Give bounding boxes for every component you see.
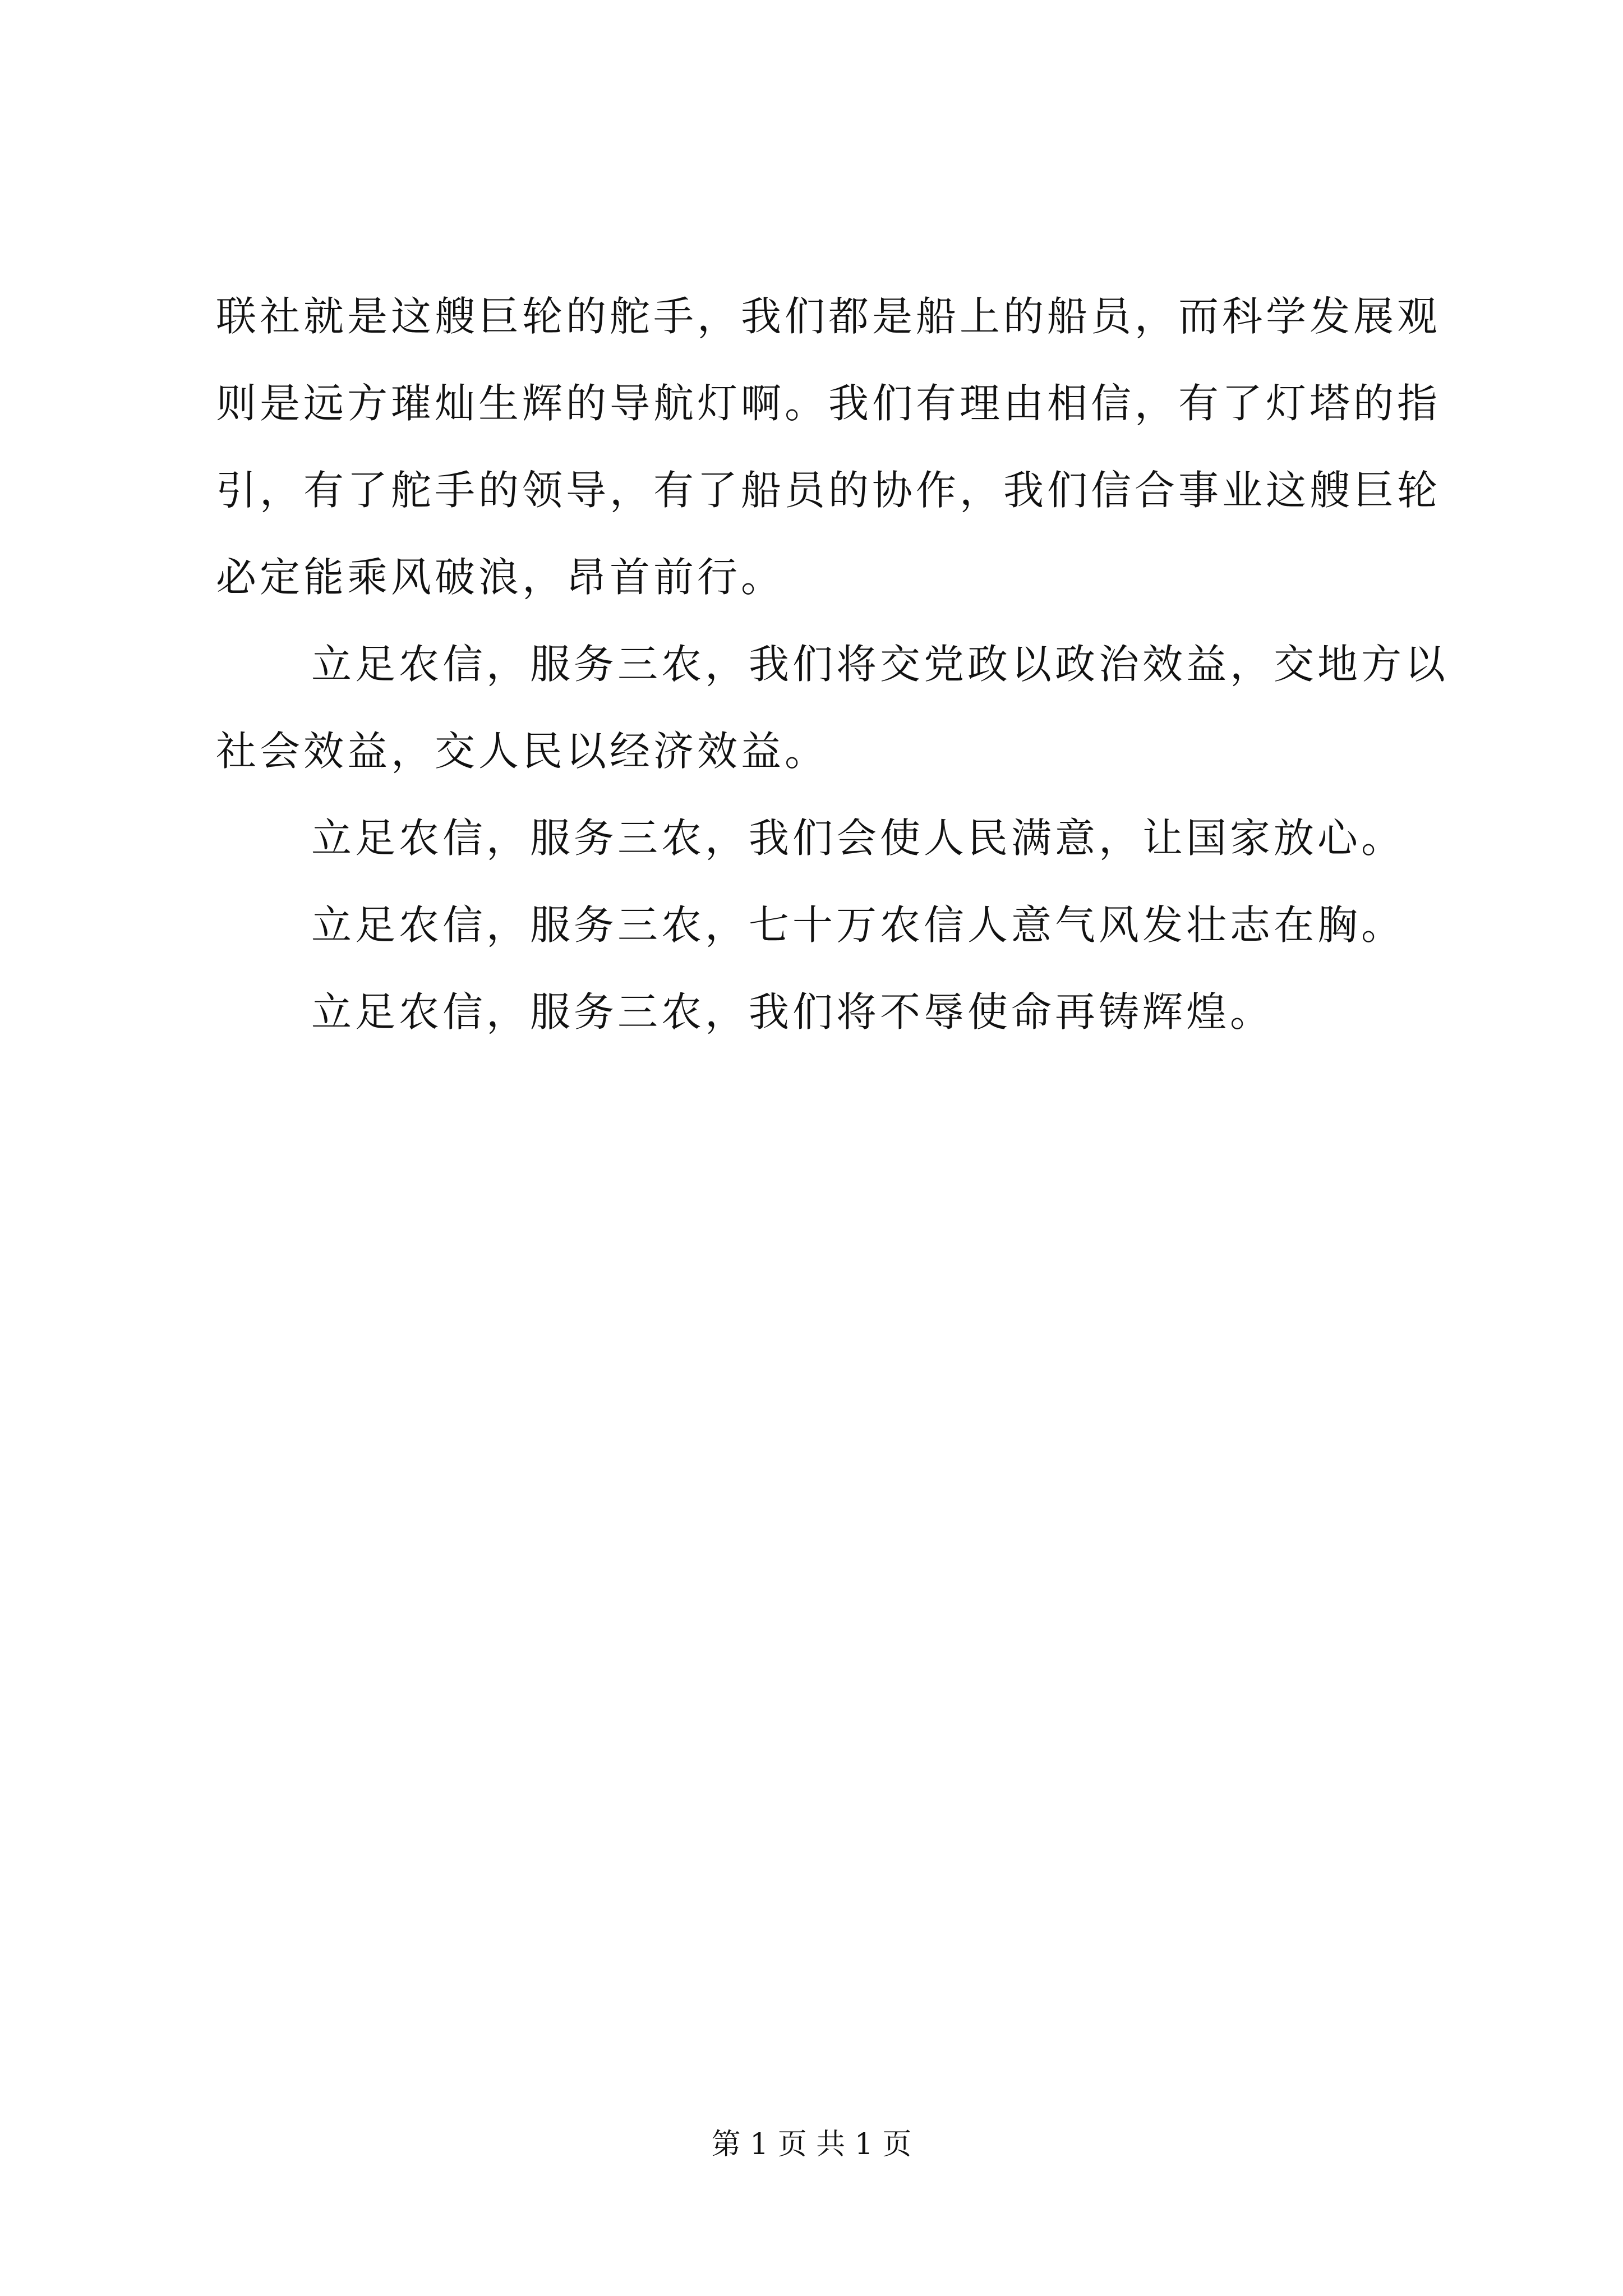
text-line: 立足农信，服务三农，我们将不辱使命再铸辉煌。 — [311, 988, 1274, 1036]
text-line: 立足农信，服务三农，七十万农信人意气风发壮志在胸。 — [311, 901, 1405, 949]
text-line: 社会效益，交人民以经济效益。 — [216, 728, 829, 775]
text-line: 必定能乘风破浪，昂首前行。 — [216, 554, 785, 601]
text-line: 立足农信，服务三农，我们将交党政以政治效益，交地方以 — [311, 641, 1449, 688]
text-line: 引，有了舵手的领导，有了船员的协作，我们信合事业这艘巨轮 — [216, 467, 1441, 514]
page-number-footer: 第 1 页 共 1 页 — [711, 2128, 912, 2161]
text-line: 立足农信，服务三农，我们会使人民满意，让国家放心。 — [311, 815, 1405, 862]
text-line: 联社就是这艘巨轮的舵手，我们都是船上的船员，而科学发展观 — [216, 293, 1441, 340]
document-body — [216, 273, 1449, 1056]
text-line: 则是远方璀灿生辉的导航灯啊。我们有理由相信，有了灯塔的指 — [216, 380, 1441, 427]
